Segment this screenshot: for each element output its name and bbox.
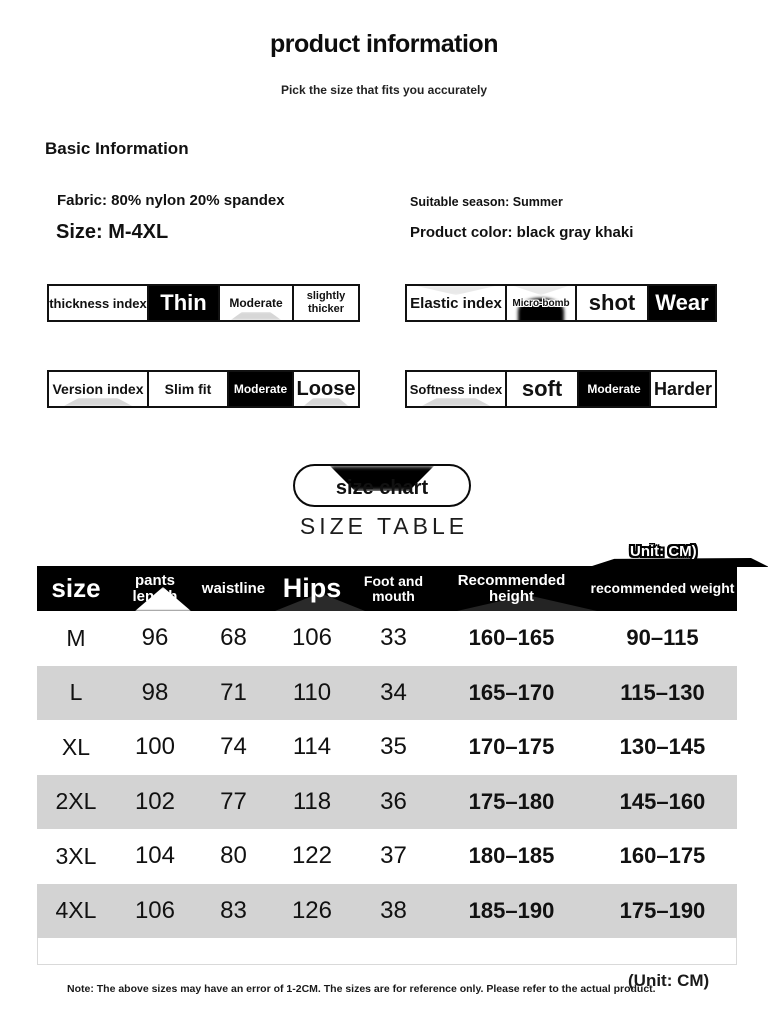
softness-level-soft: soft bbox=[505, 372, 577, 406]
version-level-loose: Loose bbox=[292, 372, 358, 406]
version-level-moderate: Moderate bbox=[227, 372, 292, 406]
version-index-label-cell bbox=[49, 372, 147, 406]
size-table-header bbox=[37, 566, 737, 611]
thickness-index-bar bbox=[47, 284, 360, 322]
page-subtitle: Pick the size that fits you accurately bbox=[280, 83, 488, 97]
softness-level-harder: Harder bbox=[649, 372, 715, 406]
version-index-bar bbox=[47, 370, 360, 408]
basic-info-heading: Basic Information bbox=[45, 139, 189, 158]
unit-note-top: Unit: CM) bbox=[630, 543, 697, 560]
softness-index-bar bbox=[405, 370, 717, 408]
product-color-info: Product color: black gray khaki bbox=[410, 224, 634, 241]
elastic-index-label: Elastic index bbox=[410, 294, 502, 312]
gray-smudge-decoration bbox=[64, 398, 133, 406]
column-header-recommended-weight: recommended weight bbox=[590, 580, 735, 597]
thickness-level-thin: Thin bbox=[147, 286, 218, 320]
column-header-waistline: waistline bbox=[201, 579, 266, 597]
table-row-xl: XL 100 74 114 35 170–175 130–145 bbox=[37, 720, 737, 775]
table-row-l: L 98 71 110 34 165–170 115–130 bbox=[37, 666, 737, 721]
softness-index-label: Softness index bbox=[409, 381, 503, 397]
elastic-index-label-cell bbox=[407, 286, 505, 320]
table-row-m: M 96 68 106 33 160–165 90–115 bbox=[37, 611, 737, 666]
gray-smudge-decoration bbox=[231, 312, 281, 320]
elastic-level-micro-bomb: Micro-bomb bbox=[505, 286, 575, 320]
elastic-index-bar bbox=[405, 284, 717, 322]
version-level-slim-fit: Slim fit bbox=[147, 372, 227, 406]
table-row-4xl: 4XL 106 83 126 38 185–190 175–190 bbox=[37, 884, 737, 939]
thickness-level-slightly-thicker: slightly thicker bbox=[292, 286, 358, 320]
softness-level-moderate: Moderate bbox=[577, 372, 649, 406]
size-range-info: Size: M-4XL bbox=[56, 221, 169, 243]
table-row-3xl: 3XL 104 80 122 37 180–185 160–175 bbox=[37, 829, 737, 884]
column-header-pants-length: pants length bbox=[132, 571, 178, 605]
column-header-recommended-height: Recommended height bbox=[457, 571, 566, 605]
unit-note-bottom: (Unit: CM) bbox=[628, 971, 710, 990]
table-empty-row bbox=[37, 938, 737, 965]
page-title: product information bbox=[270, 30, 498, 58]
elastic-level-wear: Wear bbox=[647, 286, 715, 320]
version-index-label: Version index bbox=[52, 381, 144, 397]
gray-smudge-decoration bbox=[422, 398, 491, 406]
size-chart-button-label: size chart bbox=[335, 477, 429, 499]
thickness-level-moderate: Moderate bbox=[218, 286, 292, 320]
softness-index-label-cell bbox=[407, 372, 505, 406]
size-table bbox=[37, 566, 737, 965]
thickness-index-label-cell bbox=[49, 286, 147, 320]
column-header-hips: Hips bbox=[282, 573, 342, 604]
gray-vee-decoration bbox=[514, 286, 568, 295]
size-chart-button[interactable] bbox=[293, 464, 471, 507]
column-header-foot-and-mouth: Foot and mouth bbox=[363, 572, 424, 604]
fabric-info: Fabric: 80% nylon 20% spandex bbox=[57, 192, 285, 209]
size-table-title: SIZE TABLE bbox=[299, 513, 469, 539]
footer-note: Note: The above sizes may have an error of 1-2CM. The sizes are for reference only. Please refer to the actual product. bbox=[67, 983, 656, 995]
thickness-index-label: thickness index bbox=[49, 295, 147, 311]
table-row-2xl: 2XL 102 77 118 36 175–180 145–160 bbox=[37, 775, 737, 830]
season-info: Suitable season: Summer bbox=[410, 195, 563, 209]
column-header-size: size bbox=[51, 572, 101, 603]
elastic-level-shot: shot bbox=[575, 286, 647, 320]
